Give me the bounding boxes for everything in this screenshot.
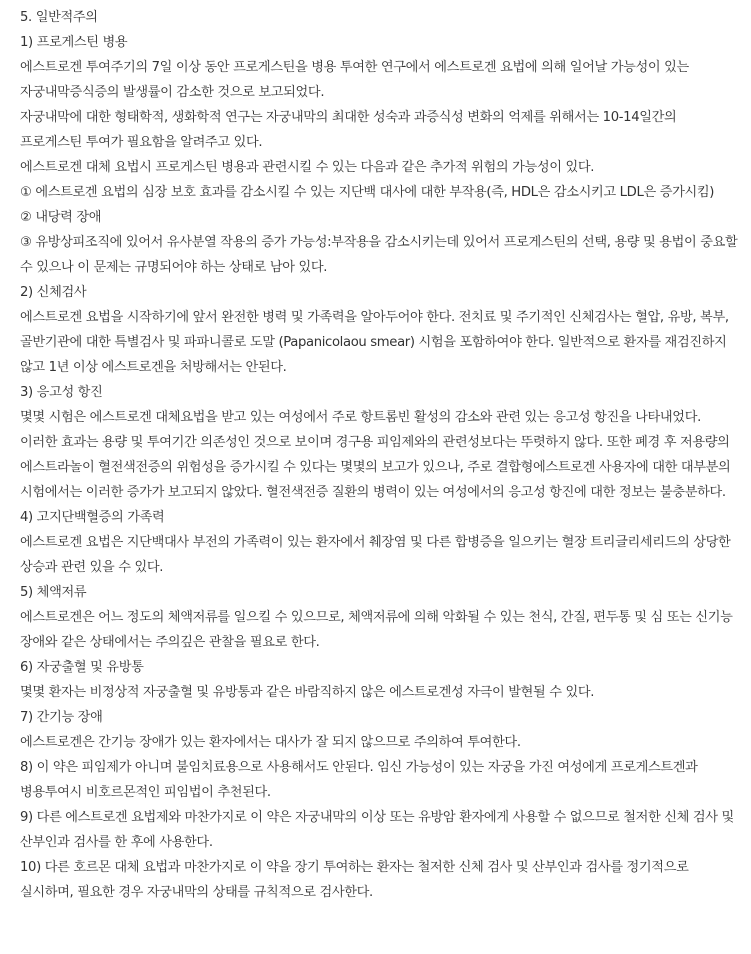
paragraph-physical-exam: 에스트로겐 요법을 시작하기에 앞서 완전한 병력 및 가족력을 알아두어야 한다. 전치료 및 주기적인 신체검사는 혈압, 유방, 복부, 골반기관에 대한 특별검사 및 파파니콜로 도말 (Papanicolaou smear) 시험을 포함하여야 한다. 일반적으로 환자를 재검진하지 않고 1년 이상 에스트로겐을 처방해서는 안된다. <box>20 310 729 375</box>
paragraph-hyperlipoproteinemia: 에스트로겐 요법은 지단백대사 부전의 가족력이 있는 환자에서 췌장염 및 다른 합병증을 일으키는 혈장 트리글리세리드의 상당한 상승과 관련 있을 수 있다. <box>20 535 731 575</box>
paragraph-progestin-study: 에스트로겐 투여주기의 7일 이상 동안 프로게스틴을 병용 투여한 연구에서 에스트로겐 요법에 의해 일어날 가능성이 있는 자궁내막증식증의 발생률이 감소한 것으로 보고되었다. <box>20 60 689 100</box>
section-title: 5. 일반적주의 <box>20 10 98 25</box>
item-heading-hepatic-impairment: 7) 간기능 장애 <box>20 710 103 725</box>
paragraph-item-8-contraception: 8) 이 약은 피임제가 아니며 불임치료용으로 사용해서도 안된다. 임신 가능성이 있는 자궁을 가진 여성에게 프로게스트겐과 병용투여시 비호르몬적인 피임법이 추천된다. <box>20 760 698 800</box>
precautions-document <box>20 5 740 905</box>
paragraph-hypercoagulability: 몇몇 시험은 에스트로겐 대체요법을 받고 있는 여성에서 주로 항트롬빈 활성의 감소와 관련 있는 응고성 항진을 나타내었다. 이러한 효과는 용량 및 투여기간 의존성인 것으로 보이며 경구용 피임제와의 관련성보다는 뚜렷하지 않다. 또한 폐경 후 저용량의 에스트라놀이 혈전색전증의 위험성을 증가시킬 수 있다는 몇몇의 보고가 있으나, 주로 결합형에스트로겐 사용자에 대한 대부분의 시험에서는 이러한 증가가 보고되지 않았다. 혈전색전증 질환의 병력이 있는 여성에서의 응고성 항진에 대한 정보는 불충분하다. <box>20 410 731 500</box>
paragraph-progestin-risk-3: ③ 유방상피조직에 있어서 유사분열 작용의 증가 가능성:부작용을 감소시키는데 있어서 프로게스틴의 선택, 용량 및 용법이 중요할 수 있으나 이 문제는 규명되어야 하는 상태로 남아 있다. <box>20 235 738 275</box>
item-heading-uterine-bleeding: 6) 자궁출혈 및 유방통 <box>20 660 144 675</box>
paragraph-progestin-duration: 자궁내막에 대한 형태학적, 생화학적 연구는 자궁내막의 최대한 성숙과 과증식성 변화의 억제를 위해서는 10-14일간의 프로게스틴 투여가 필요함을 알려주고 있다. <box>20 110 677 150</box>
paragraph-hepatic-impairment: 에스트로겐은 간기능 장애가 있는 환자에서는 대사가 잘 되지 않으므로 주의하여 투여한다. <box>20 735 521 750</box>
item-heading-hypercoagulability: 3) 응고성 항진 <box>20 385 103 400</box>
paragraph-uterine-bleeding: 몇몇 환자는 비정상적 자궁출혈 및 유방통과 같은 바람직하지 않은 에스트로겐성 자극이 발현될 수 있다. <box>20 685 595 700</box>
paragraph-progestin-risk-2: ② 내당력 장애 <box>20 210 102 225</box>
item-heading-hyperlipoproteinemia: 4) 고지단백혈증의 가족력 <box>20 510 165 525</box>
paragraph-item-10-long-term: 10) 다른 호르몬 대체 요법과 마찬가지로 이 약을 장기 투여하는 환자는 철저한 신체 검사 및 산부인과 검사를 정기적으로 실시하며, 필요한 경우 자궁내막의 상태를 규칙적으로 검사한다. <box>20 860 689 900</box>
paragraph-item-9-examination: 9) 다른 에스트로겐 요법제와 마찬가지로 이 약은 자궁내막의 이상 또는 유방암 환자에게 사용할 수 없으므로 철저한 신체 검사 및 산부인과 검사를 한 후에 사용한다. <box>20 810 734 850</box>
item-heading-physical-exam: 2) 신체검사 <box>20 285 87 300</box>
item-heading-progestin: 1) 프로게스틴 병용 <box>20 35 128 50</box>
paragraph-fluid-retention: 에스트로겐은 어느 정도의 체액저류를 일으킬 수 있으므로, 체액저류에 의해 악화될 수 있는 천식, 간질, 편두통 및 심 또는 신기능 장애와 같은 상태에서는 주의깊은 관찰을 필요로 한다. <box>20 610 733 650</box>
item-heading-fluid-retention: 5) 체액저류 <box>20 585 87 600</box>
paragraph-progestin-risk-1: ① 에스트로겐 요법의 심장 보호 효과를 감소시킬 수 있는 지단백 대사에 대한 부작용(즉, HDL은 감소시키고 LDL은 증가시킴) <box>20 185 715 200</box>
paragraph-progestin-risks-intro: 에스트로겐 대체 요법시 프로게스틴 병용과 관련시킬 수 있는 다음과 같은 추가적 위험의 가능성이 있다. <box>20 160 595 175</box>
